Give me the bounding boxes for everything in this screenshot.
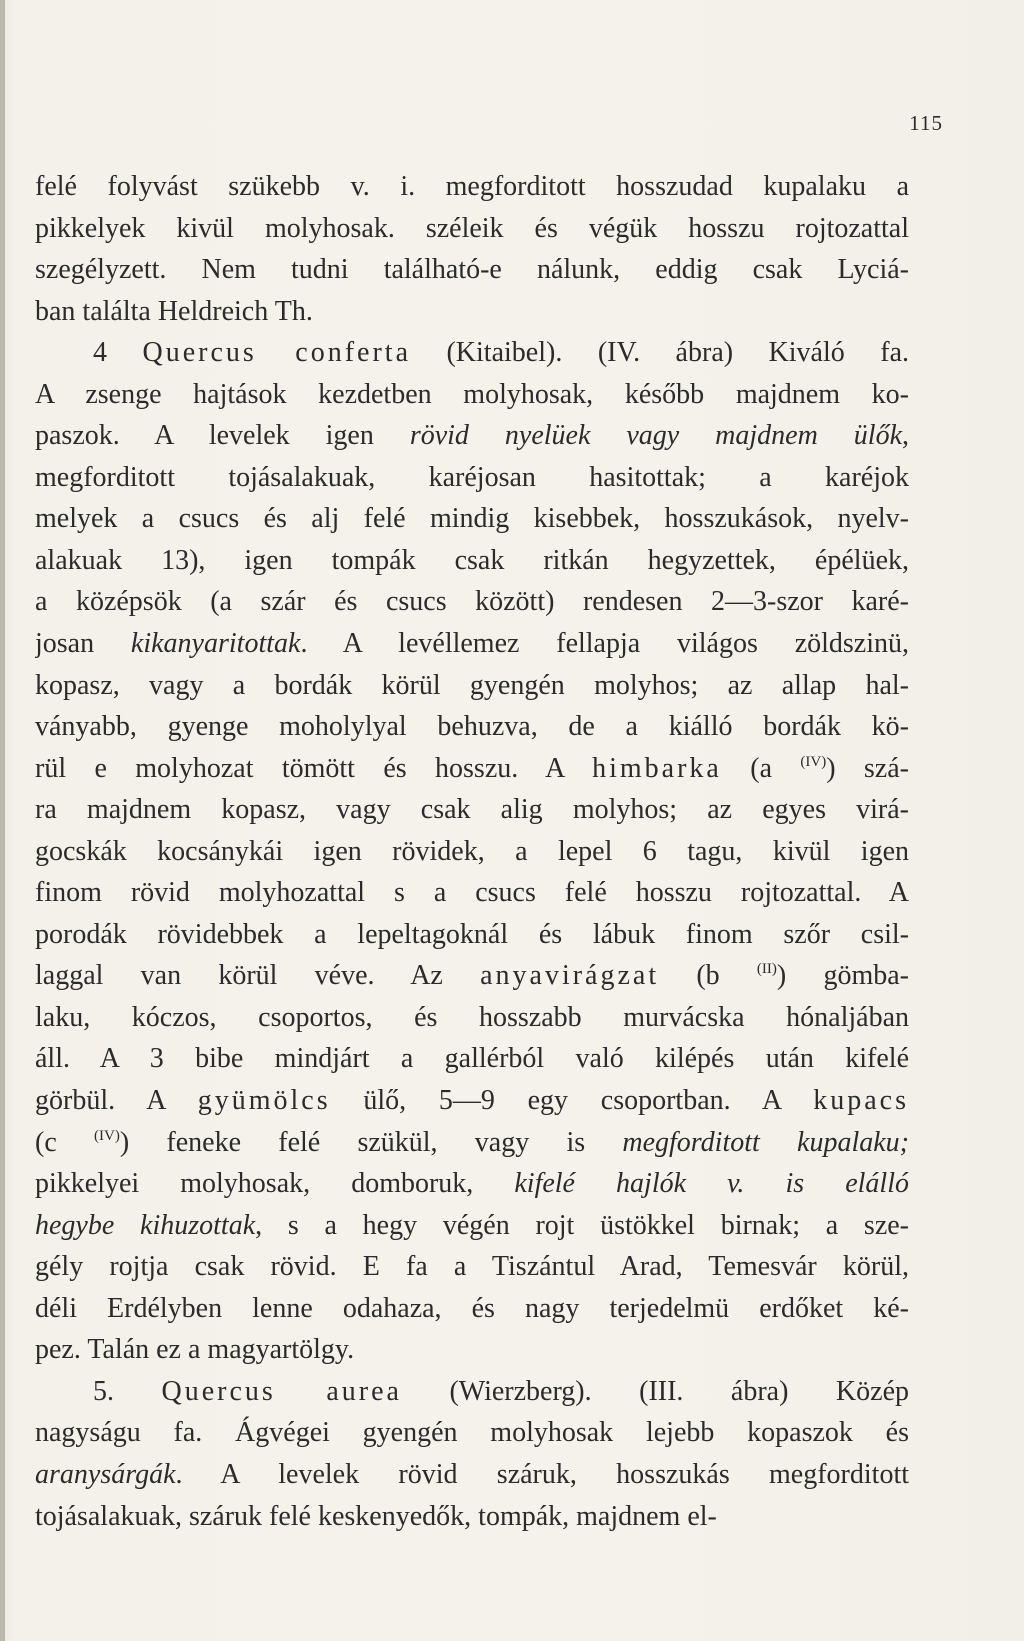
text-segment: pez. Talán ez a magyartölgy.	[35, 1334, 355, 1366]
text-segment: melyek a csucs és alj felé mindig kisebbek, hosszukások, nyelv-	[35, 503, 909, 535]
spaced-term: himbarka	[592, 752, 722, 784]
text-segment: (Kitaibel). (IV. ábra) Kiváló fa.	[411, 337, 909, 369]
text-line	[35, 748, 909, 790]
text-segment: alakuak 13), igen tompák csak ritkán hegyzettek, épélüek,	[35, 544, 909, 576]
text-segment: josan	[35, 628, 131, 660]
text-line	[35, 1288, 909, 1330]
text-segment: tojásalakuak, száruk felé keskenyedők, tompák, majdnem el-	[35, 1500, 717, 1532]
text-segment: finom rövid molyhozattal s a csucs felé hosszu rojtozattal. A	[35, 877, 909, 909]
italic-emphasis: megforditott kupalaku;	[622, 1126, 909, 1158]
text-segment: kopasz, vagy a bordák körül gyengén molyhos; az allap hal-	[35, 669, 909, 701]
text-segment: pikkelyei molyhosak, domboruk,	[35, 1168, 515, 1200]
text-segment: . A levéllemez fellapja világos zöldszinü,	[300, 628, 909, 660]
body-text	[35, 166, 909, 1537]
text-segment: ra majdnem kopasz, vagy csak alig molyhos; az egyes virá-	[35, 794, 909, 826]
text-line	[35, 789, 909, 831]
text-segment: (Wierzberg). (III. ábra) Közép	[401, 1375, 909, 1407]
text-segment: felé folyvást szükebb v. i. megforditott hosszudad kupalaku a	[35, 171, 909, 202]
text-segment: 5.	[93, 1375, 162, 1407]
italic-emphasis: kifelé hajlók v. is elálló	[514, 1168, 909, 1200]
text-line	[35, 997, 909, 1039]
text-line	[35, 1246, 909, 1288]
text-segment: nagyságu fa. Ágvégei gyengén molyhosak lejebb kopaszok és	[35, 1417, 909, 1449]
text-segment: görbül. A	[35, 1085, 198, 1117]
text-line	[35, 623, 909, 665]
text-line	[35, 831, 909, 873]
figure-reference: (IV)	[800, 753, 827, 770]
text-segment: laku, kóczos, csoportos, és hosszabb murvácska hónaljában	[35, 1001, 909, 1033]
text-segment: gocskák kocsánykái igen rövidek, a lepel 6 tagu, kivül igen	[35, 835, 909, 867]
text-line	[35, 914, 909, 956]
text-segment: A zsenge hajtások kezdetben molyhosak, később majdnem ko-	[35, 378, 909, 410]
text-line	[35, 665, 909, 707]
text-segment: laggal van körül véve. Az	[35, 960, 481, 992]
italic-emphasis: kikanyaritottak	[130, 628, 301, 660]
text-line	[35, 291, 909, 333]
text-line	[35, 540, 909, 582]
text-segment: ülő, 5—9 egy csoportban. A	[330, 1085, 814, 1117]
text-segment: . A levelek rövid száruk, hosszukás megforditott	[175, 1458, 909, 1490]
figure-reference: (IV)	[94, 1127, 120, 1144]
text-line	[35, 1205, 909, 1247]
text-line	[35, 706, 909, 748]
text-segment: (b	[659, 960, 757, 992]
page-left-edge	[0, 0, 5, 1641]
text-line	[35, 1038, 909, 1080]
text-segment: ványabb, gyenge moholylyal behuzva, de a kiálló bordák kö-	[35, 711, 909, 743]
text-segment: szegélyzett. Nem tudni található-e nálunk, eddig csak Lyciá-	[35, 254, 909, 286]
text-line	[35, 166, 909, 208]
italic-emphasis: aranysárgák	[35, 1458, 176, 1490]
text-segment: a középsök (a szár és csucs között) rendesen 2—3-szor karé-	[35, 586, 909, 618]
text-segment: ) szá-	[826, 752, 909, 784]
text-line	[35, 1371, 909, 1413]
text-segment: (a	[721, 752, 801, 784]
text-segment: pikkelyek kivül molyhosak. széleik és végük hosszu rojtozattal	[35, 212, 909, 244]
text-segment: déli Erdélyben lenne odahaza, és nagy terjedelmü erdőket ké-	[35, 1292, 909, 1324]
text-segment: paszok. A levelek igen	[35, 420, 410, 452]
text-line	[35, 1080, 909, 1122]
text-line	[35, 1163, 909, 1205]
text-line	[35, 457, 909, 499]
text-line	[35, 208, 909, 250]
text-segment: ) feneke felé szükül, vagy is	[119, 1126, 623, 1158]
text-line	[35, 872, 909, 914]
text-line	[35, 1329, 909, 1371]
text-segment: megforditott tojásalakuak, karéjosan hasitottak; a karéjok	[35, 461, 909, 493]
text-segment: (c	[35, 1126, 94, 1158]
text-line	[35, 955, 909, 997]
text-line	[35, 249, 909, 291]
spaced-term: Quercus aurea	[161, 1375, 402, 1407]
text-segment: ban találta Heldreich Th.	[35, 295, 313, 327]
spaced-term: gyümölcs	[197, 1085, 331, 1117]
text-line	[35, 1412, 909, 1454]
page-number: 115	[909, 111, 943, 135]
spaced-term: kupacs	[813, 1085, 909, 1117]
text-line	[35, 374, 909, 416]
text-segment: ,	[902, 420, 909, 452]
text-line	[35, 498, 909, 540]
text-segment: gély rojtja csak rövid. E fa a Tiszántul Arad, Temesvár körül,	[35, 1251, 909, 1283]
text-line	[35, 1122, 909, 1164]
text-line	[35, 332, 909, 374]
figure-reference: (II)	[756, 961, 777, 978]
spaced-term: anyavirágzat	[480, 960, 660, 992]
italic-emphasis: hegybe kihuzottak	[35, 1209, 256, 1241]
italic-emphasis: rövid nyelüek vagy majdnem ülők	[409, 420, 902, 452]
text-line	[35, 1454, 909, 1496]
text-line	[35, 1496, 909, 1538]
text-segment: ) gömba-	[776, 960, 909, 992]
spaced-term: Quercus conferta	[142, 337, 411, 369]
text-segment: porodák rövidebbek a lepeltagoknál és lábuk finom szőr csil-	[35, 918, 909, 950]
text-segment: , s a hegy végén rojt üstökkel birnak; a sze-	[255, 1209, 909, 1241]
text-line	[35, 581, 909, 623]
text-segment: 4	[93, 337, 143, 369]
text-line	[35, 415, 909, 457]
text-segment: áll. A 3 bibe mindjárt a gallérból való kilépés után kifelé	[35, 1043, 909, 1075]
text-segment: rül e molyhozat tömött és hosszu. A	[35, 752, 593, 784]
